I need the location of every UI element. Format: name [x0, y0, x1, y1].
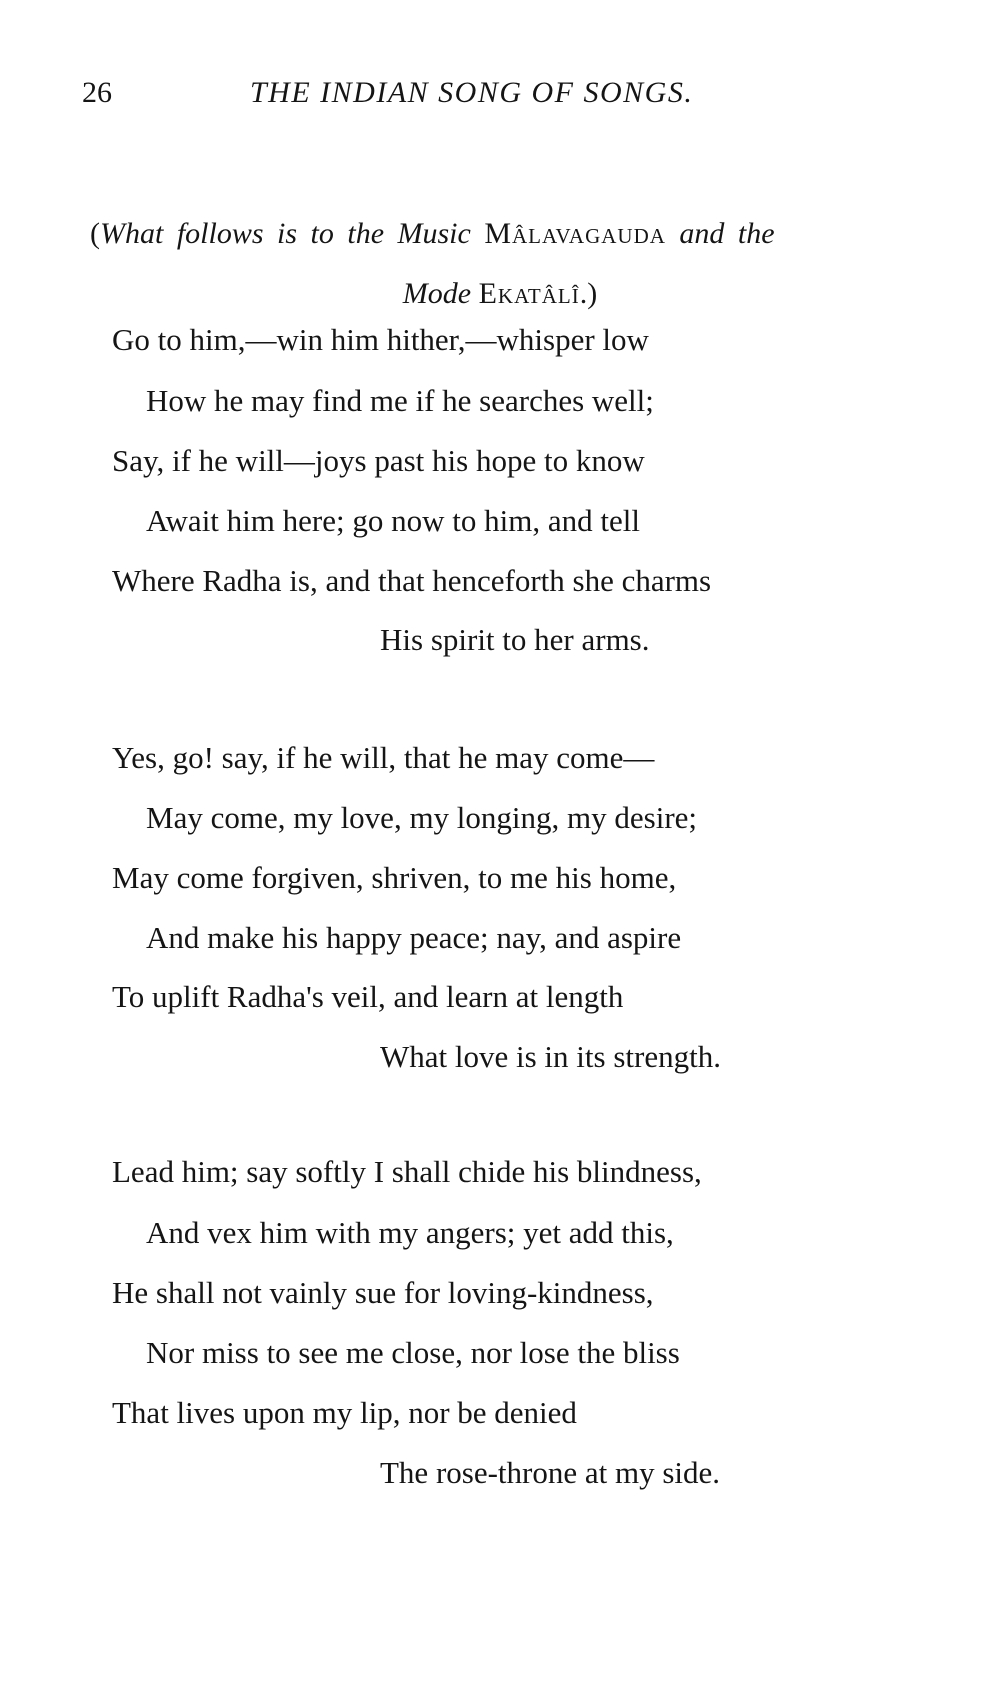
verse-line: What love is in its strength. [380, 1039, 721, 1074]
verse-line: May come forgiven, shriven, to me his home, [112, 860, 677, 895]
rubric-open-paren: ( [90, 217, 100, 250]
verse-line: How he may find me if he searches well; [146, 383, 654, 418]
verse-line: And vex him with my angers; yet add this, [146, 1215, 674, 1250]
verse-line: Await him here; go now to him, and tell [146, 503, 640, 538]
verse-line: Yes, go! say, if he will, that he may come— [112, 740, 655, 775]
verse-line: Lead him; say softly I shall chide his blindness, [112, 1154, 702, 1189]
rubric-mode-name: Ekatâlî [478, 277, 580, 310]
rubric-line-2 [90, 264, 920, 324]
verse-line: May come, my love, my longing, my desire; [146, 800, 698, 835]
verse-line: That lives upon my lip, nor be denied [112, 1395, 577, 1430]
rubric-close-paren: .) [579, 277, 598, 310]
rubric-italic-3: Mode [402, 277, 472, 310]
verse-line: He shall not vainly sue for loving-kindness, [112, 1275, 654, 1310]
verse-line: The rose-throne at my side. [380, 1455, 721, 1490]
verse-line: Nor miss to see me close, nor lose the bliss [146, 1335, 680, 1370]
verse-line: His spirit to her arms. [380, 622, 650, 657]
rubric-italic-1: What follows is to the Music [100, 217, 471, 250]
running-title: THE INDIAN SONG OF SONGS. [250, 76, 694, 109]
music-rubric [90, 204, 920, 324]
verse-line: To uplift Radha's veil, and learn at length [112, 979, 624, 1014]
verse-line: Where Radha is, and that henceforth she charms [112, 563, 712, 598]
rubric-music-name: Mâlavagauda [484, 217, 666, 250]
page-number: 26 [82, 76, 112, 109]
rubric-line-1 [90, 204, 920, 264]
verse-line: And make his happy peace; nay, and aspire [146, 920, 682, 955]
verse-line: Say, if he will—joys past his hope to know [112, 443, 645, 478]
page-header [0, 76, 1000, 116]
rubric-italic-2: and the [679, 217, 775, 250]
verse-line: Go to him,—win him hither,—whisper low [112, 322, 649, 357]
